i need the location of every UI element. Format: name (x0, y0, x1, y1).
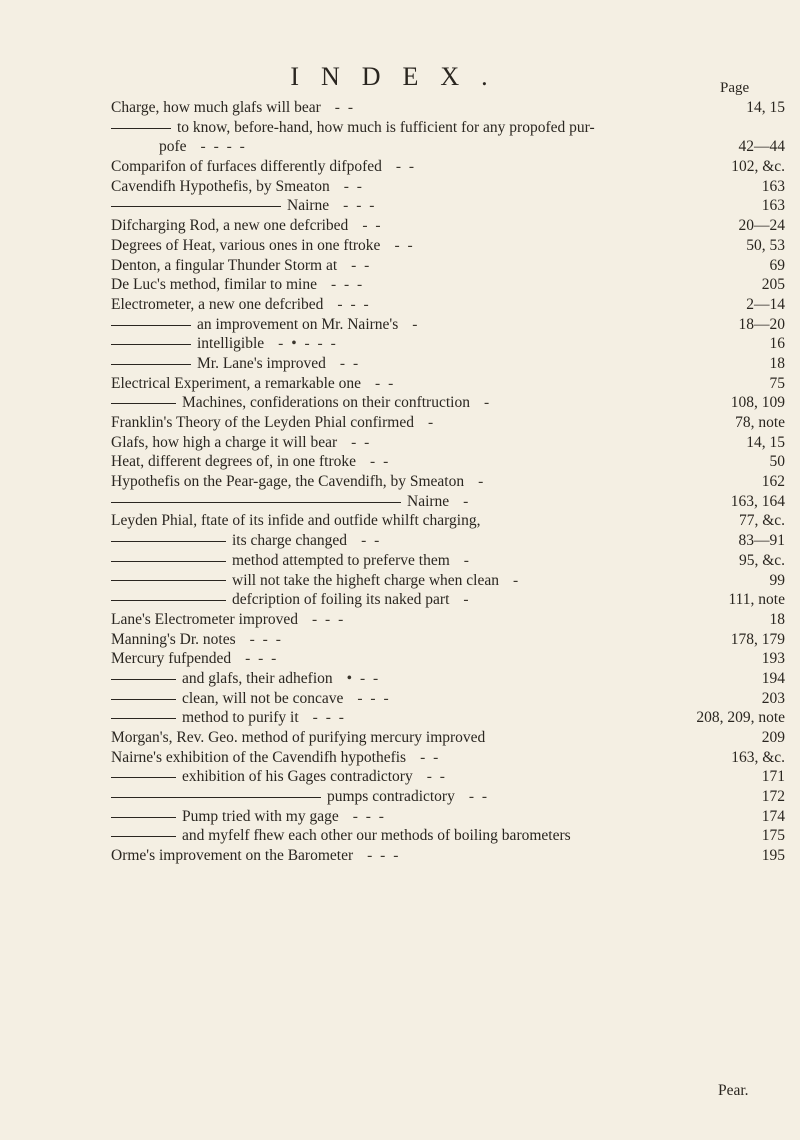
index-entry (111, 728, 791, 748)
leader-dots: - - (339, 354, 361, 372)
entry-pages: 2—14 (746, 295, 785, 313)
entry-text: Machines, confiderations on their conftruction (182, 394, 470, 412)
entry-pages: 18—20 (738, 315, 785, 333)
entry-pages: 78, note (735, 414, 785, 431)
page-title: INDEX. (290, 62, 510, 91)
entry-pages: 95, &c. (738, 551, 785, 569)
index-entry (111, 98, 791, 118)
leader-dots: - - - (343, 197, 377, 215)
entry-pages: 83—91 (738, 532, 785, 550)
ditto-dash (111, 836, 176, 837)
ditto-dash (111, 541, 226, 542)
ditto-dash (111, 679, 176, 680)
entry-pages: 209 (761, 729, 785, 746)
index-entry (111, 374, 791, 394)
index-entry (111, 708, 791, 728)
index-entry (111, 413, 791, 433)
entry-pages: 69 (769, 256, 785, 274)
entry-pages: 99 (769, 571, 785, 589)
leader-dots: - - - (249, 630, 283, 648)
leader-dots: - • - - - (278, 335, 338, 353)
entry-text: and myfelf fhew each other our methods of boiling barometers (182, 827, 571, 845)
ditto-dash (111, 561, 226, 562)
leader-dots: - (463, 551, 471, 569)
entry-text: an improvement on Mr. Nairne's (197, 315, 399, 333)
entry-pages: 14, 15 (746, 99, 785, 116)
entry-text: Morgan's, Rev. Geo. method of purifying mercury improved (111, 729, 486, 746)
entry-text: Orme's improvement on the Barometer (111, 847, 354, 865)
leader-dots: - (478, 473, 486, 491)
entry-text: Denton, a fingular Thunder Storm at (111, 256, 338, 274)
entry-pages: 18 (769, 354, 785, 372)
entry-pages: 108, 109 (730, 394, 785, 412)
ditto-dash (111, 502, 401, 503)
entry-text: Nairne (407, 492, 450, 510)
entry-pages: 42—44 (738, 138, 785, 156)
entry-pages: 174 (761, 807, 785, 825)
index-entry (111, 354, 791, 374)
catchword: Pear. (718, 1082, 749, 1099)
entry-text: and glafs, their adhefion (182, 669, 333, 687)
index-entry (111, 767, 791, 787)
ditto-dash (111, 718, 176, 719)
ditto-dash (111, 817, 176, 818)
leader-dots: - - (394, 236, 415, 254)
leader-dots: - - - (245, 650, 279, 668)
index-entry (111, 137, 791, 157)
index-entry (111, 610, 791, 630)
index-entry (111, 787, 791, 807)
page-column-header: Page (720, 80, 750, 96)
ditto-dash (111, 344, 191, 345)
entry-text: Degrees of Heat, various ones in one ftroke (111, 236, 381, 254)
index-entry (111, 807, 791, 827)
entry-text: Difcharging Rod, a new one defcribed (111, 217, 349, 235)
leader-dots: - - (343, 177, 364, 195)
leader-dots: - (483, 394, 492, 412)
index-entry (111, 334, 791, 354)
leader-dots: - - - (337, 295, 371, 313)
leader-dots: - (463, 492, 471, 510)
entry-text: Leyden Phial, ftate of its infide and outfide whilft charging, (111, 512, 481, 530)
index-entry (111, 236, 791, 256)
index-entry (111, 196, 791, 216)
ditto-dash (111, 699, 176, 700)
ditto-dash (111, 364, 191, 365)
index-entry (111, 689, 791, 709)
index-entry (111, 748, 791, 768)
index-entry (111, 590, 791, 610)
entry-text: clean, will not be concave (182, 689, 344, 707)
entry-pages: 163, 164 (730, 492, 785, 510)
leader-dots: - - (468, 788, 490, 806)
entry-text: Electrometer, a new one defcribed (111, 295, 324, 313)
entry-pages: 203 (761, 689, 785, 707)
index-entry (111, 649, 791, 669)
ditto-dash (111, 403, 176, 404)
entry-text: Lane's Electrometer improved (111, 610, 298, 628)
entry-text: method attempted to preferve them (232, 551, 450, 569)
entry-pages: 111, note (728, 591, 785, 609)
entry-text: Pump tried with my gage (182, 807, 339, 825)
entry-text: De Luc's method, fimilar to mine (111, 276, 317, 294)
entry-text: Heat, different degrees of, in one ftroke (111, 453, 357, 471)
leader-dots: - (412, 315, 420, 333)
entry-text: pofe (159, 138, 187, 156)
index-entry (111, 531, 791, 551)
leader-dots: • - - (346, 669, 381, 687)
index-entries (111, 98, 791, 866)
ditto-dash (111, 128, 171, 129)
entry-text: Nairne (287, 197, 330, 215)
leader-dots: - - (351, 433, 372, 451)
entry-text: intelligible (197, 335, 265, 353)
entry-pages: 50, 53 (746, 236, 785, 254)
index-entry (111, 846, 791, 866)
leader-dots: - - (426, 768, 447, 786)
entry-pages: 194 (761, 669, 785, 687)
entry-text: defcription of foiling its naked part (232, 591, 450, 609)
entry-pages: 195 (761, 847, 785, 865)
ditto-dash (111, 206, 281, 207)
entry-pages: 18 (769, 610, 785, 628)
entry-pages: 205 (761, 276, 785, 294)
entry-pages: 20—24 (738, 217, 785, 235)
entry-pages: 163 (761, 177, 785, 195)
ditto-dash (111, 325, 191, 326)
entry-text: to know, before-hand, how much is fufficient for any propofed pur- (177, 118, 595, 136)
leader-dots: - - (362, 217, 383, 235)
index-entry (111, 571, 791, 591)
index-entry (111, 177, 791, 197)
entry-pages: 193 (761, 650, 785, 668)
index-entry (111, 393, 791, 413)
leader-dots: - - - (312, 709, 346, 727)
entry-text: Franklin's Theory of the Leyden Phial confirmed (111, 414, 414, 431)
entry-pages: 171 (761, 768, 785, 786)
entry-pages: 16 (769, 335, 785, 353)
leader-dots: - - (370, 453, 391, 471)
entry-text: exhibition of his Gages contradictory (182, 768, 413, 786)
entry-text: method to purify it (182, 709, 299, 727)
index-entry (111, 256, 791, 276)
entry-text: Hypothefis on the Pear-gage, the Cavendifh, by Smeaton (111, 473, 465, 491)
index-entry (111, 295, 791, 315)
index-entry (111, 630, 791, 650)
entry-text: Electrical Experiment, a remarkable one (111, 374, 362, 392)
leader-dots: - - - (357, 689, 391, 707)
index-entry (111, 315, 791, 335)
entry-text: Mr. Lane's improved (197, 354, 326, 372)
entry-text: will not take the higheft charge when clean (232, 571, 499, 589)
index-entry (111, 452, 791, 472)
index-entry (111, 511, 791, 531)
entry-pages: 162 (761, 473, 785, 491)
ditto-dash (111, 797, 321, 798)
ditto-dash (111, 580, 226, 581)
entry-pages: 178, 179 (730, 630, 785, 648)
leader-dots: - - (334, 99, 355, 116)
entry-pages: 208, 209, note (696, 709, 785, 727)
index-entry (111, 551, 791, 571)
index-entry (111, 275, 791, 295)
entry-text: Comparifon of furfaces differently difpofed (111, 158, 382, 176)
entry-pages: 102, &c. (731, 158, 785, 176)
index-entry (111, 157, 791, 177)
leader-dots: - - - (312, 610, 346, 628)
leader-dots: - - (395, 158, 417, 176)
leader-dots: - - - - (200, 138, 247, 156)
leader-dots: - - (420, 748, 441, 766)
entry-pages: 172 (761, 788, 785, 806)
entry-text: Charge, how much glafs will bear (111, 99, 321, 116)
index-entry (111, 826, 791, 846)
entry-text: its charge changed (232, 532, 348, 550)
leader-dots: - - - (330, 276, 365, 294)
ditto-dash (111, 600, 226, 601)
entry-pages: 163, &c. (731, 748, 785, 766)
entry-pages: 14, 15 (746, 433, 785, 451)
leader-dots: - - (351, 256, 372, 274)
leader-dots: - (427, 414, 436, 431)
entry-pages: 175 (761, 827, 785, 845)
entry-text: Nairne's exhibition of the Cavendifh hypothefis (111, 748, 407, 766)
index-entry (111, 118, 791, 138)
index-entry (111, 492, 791, 512)
entry-text: Manning's Dr. notes (111, 630, 236, 648)
entry-text: Glafs, how high a charge it will bear (111, 433, 338, 451)
leader-dots: - (513, 571, 521, 589)
ditto-dash (111, 777, 176, 778)
index-entry (111, 472, 791, 492)
leader-dots: - (463, 591, 471, 609)
leader-dots: - - (375, 374, 396, 392)
entry-pages: 77, &c. (738, 512, 785, 530)
entry-pages: 50 (769, 453, 785, 471)
leader-dots: - - - (367, 847, 401, 865)
index-entry (111, 433, 791, 453)
entry-pages: 75 (769, 374, 785, 392)
entry-pages: 163 (761, 197, 785, 215)
index-entry (111, 216, 791, 236)
leader-dots: - - - (352, 807, 386, 825)
leader-dots: - - (361, 532, 382, 550)
index-entry (111, 669, 791, 689)
entry-text: Cavendifh Hypothefis, by Smeaton (111, 177, 330, 195)
entry-text: Mercury fufpended (111, 650, 232, 668)
entry-text: pumps contradictory (327, 788, 455, 806)
